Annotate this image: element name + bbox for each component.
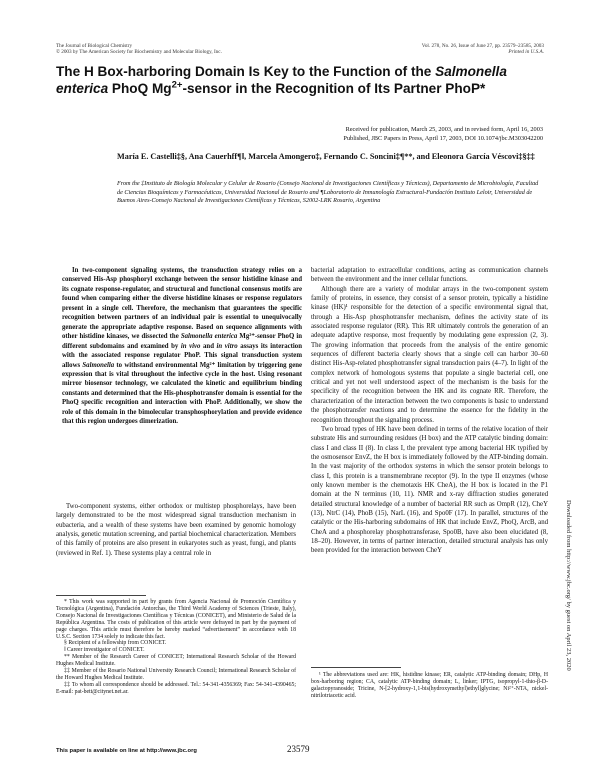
abstract-italic: Salmonella enterica xyxy=(180,333,238,341)
article-title xyxy=(56,64,556,97)
journal-name: The Journal of Biological Chemistry xyxy=(56,43,133,49)
abstract-text: Mg²⁺-sensor PhoQ in different subdomains and examined by xyxy=(62,333,303,350)
journal-header-right xyxy=(284,43,544,56)
abstract-italic: in vivo xyxy=(180,342,201,350)
abstract-italic: in vitro xyxy=(216,342,238,350)
footnote: ‖ Career investigator of CONICET. xyxy=(64,647,145,654)
footnote: ** Member of the Research Career of CONICET; International Research Scholar of the Howard Hughes Medical Institute. xyxy=(56,654,296,668)
author-list: María E. Castelli‡§, Ana Cauerhff¶‖, Marcela Amongero‡, Fernando C. Soncini‡¶**, and Eleonora García Véscovi‡§‡‡ xyxy=(117,152,535,161)
body-paragraph: Two-component systems, either orthodox or multistep phosphorelays, have been largely demonstrated to be the most widespread signal transduction mechanism in eubacteria, and a wealth of these systems have been examined by genomic homology analysis, genetic mutation screening, and partial biochemical characterization. Members of this family of proteins are also present in eukaryotes such as yeast, fungi, and plants (reviewed in Ref. 1). These systems play a central role in xyxy=(56,503,296,557)
publication-dates xyxy=(163,126,543,143)
abstract xyxy=(62,266,302,427)
body-paragraph: Two broad types of HK have been defined in terms of the relative location of their substrate His and surrounding residues (H box) and the ATP catalytic binding domain: class I and class II (8). In class I, the prevalent type among bacterial HK typified by the osmosensor EnvZ, the H box is immediately followed by the ATP-binding domain. In the vast majority of the orthodox systems in which the sensor protein belongs to class I, this protein is a transmembrane receptor (9). In the type II enzymes (whose only known member is the chemotaxis HK CheA), the H box is located in the P1 domain at the N terminus (10, 11). NMR and x-ray diffraction studies generated detailed structural knowledge of a number of bacterial RR such as OmpR (12), CheY (13), NtrC (14), PhoB (15), NarL (16), and Spo0F (17). In parallel, structures of the catalytic or the His-harboring subdomains of HK that include EnvZ, PhoQ, ArcB, and CheA and a phosphorelay phosphotransferase, Spo0B, have also been elucidated (8, 18–20). However, in terms of partner interaction, detailed structural analysis has only been provided for the interaction between CheY xyxy=(311,425,548,555)
footnotes-right xyxy=(311,672,548,700)
title-superscript: 2+ xyxy=(171,79,183,91)
title-species: Salmonella enterica xyxy=(56,64,507,96)
footnote: ‡‡ Member of the Rosario National University Research Council; International Research Scholar of the Howard Hughes Medical Institute. xyxy=(56,668,296,681)
abstract-text: and xyxy=(200,342,217,350)
download-watermark: Downloaded from http://www.jbc.org/ by guest on April 23, 2020 xyxy=(565,500,572,671)
footnotes-left xyxy=(56,599,296,696)
affiliation: From the ‡Instituto de Biología Molecular y Celular de Rosario (Consejo Nacional de Investigaciones Científicas y Técnicas), Departamento de Microbiología, Facultad de Ciencias Bioquímicas y Farmacéuticas, Universidad Nacional de Rosario and ¶Laboratorio de Inmunología Estructural-Fundación Instituto Leloir, Universidad de Buenos Aires-Consejo Nacional de Investigaciones Científicas y Técnicas, S2002-LRK Rosario, Argentina xyxy=(117,180,539,205)
abstract-italic: Salmonella xyxy=(82,361,115,369)
online-availability: This paper is available on line at http://www.jbc.org xyxy=(56,748,197,754)
abstract-text: In two-component signaling systems, the transduction strategy relies on a conserved His-Asp phosphoryl exchange between the sensor histidine kinase and its cognate response-regulator, and structural and functional consensus motifs are found when comparing either the diverse histidine kinases or response regulators present in a single cell. Therefore, the mechanism that guarantees the specific recognition between partners of an individual pair is essential to unequivocally generate the appropriate adaptive response. Based on sequence alignments with other histidine kinases, we dissected the xyxy=(62,267,302,341)
footnote: ‡‡ To whom all correspondence should be addressed. Tel.: 54-341-4356369; Fax: 54-341-4390465; E-mail: pat-bett@citynet.net.ar. xyxy=(56,681,296,695)
received-line: Received for publication, March 25, 2003, and in revised form, April 16, 2003 xyxy=(345,126,543,133)
volume-info: Vol. 278, No. 26, Issue of June 27, pp. 23579–23585, 2003 xyxy=(421,43,544,49)
published-line: Published, JBC Papers in Press, April 17, 2003, DOI 10.1074/jbc.M303042200 xyxy=(343,134,543,142)
abstract-text: to withstand environmental Mg²⁺ limitation by triggering gene expression that is vital throughout the infective cycle in the host. Using resonant mirror biosensor technology, we calculated the kinetic and equilibrium binding constants and determined that the His-phosphotransfer domain is essential for the PhoQ specific recognition and interaction with PhoP. Additionally, we show the role of this domain in the bimolecular transphosphorylation and provide evidence that this region undergoes dimerization. xyxy=(62,361,303,426)
footnote-divider xyxy=(311,667,401,668)
title-part: -sensor in the Recognition of Its Partner PhoP* xyxy=(182,80,486,96)
body-column-left xyxy=(56,502,296,558)
body-paragraph: bacterial adaptation to extracellular conditions, acting as communication channels between the environment and the inner cellular functions. xyxy=(311,267,548,284)
printed-in: Printed in U.S.A. xyxy=(508,49,544,56)
page-number: 23579 xyxy=(287,744,310,754)
body-column-right xyxy=(311,266,548,556)
footnote: * This work was supported in part by grants from Agencia Nacional de Promoción Científica y Tecnológica (Argentina), Fundación Antorchas, the Third World Academy of Sciences (Trieste, Italy), Consejo Nacional de Investigaciones Científicas y Técnicas (CONICET), and Ministerio de Salud de la República Argentina. The costs of publication of this article were defrayed in part by the payment of page charges. This article must therefore be hereby marked “advertisement” in accordance with 18 U.S.C. Section 1734 solely to indicate this fact. xyxy=(56,599,296,640)
body-paragraph: Although there are a variety of modular arrays in the two-component system family of proteins, in essence, they consist of a sensor protein, typically a histidine kinase (HK)¹ responsible for the detection of a specific environmental signal that, through a His-Asp phosphotransfer mechanism, defines the activity state of its associated response regulator (RR). This RR ultimately controls the generation of an adequate adaptive response, most frequently by modulating gene expression (2, 3). The growing information that proceeds from the analysis of the entire genomic sequences of different bacteria clearly shows that a single cell can harbor 30–60 distinct His-Asp-related phosphotransfer signal transduction pairs (4–7). In light of the complex network of homologous systems that populate a single bacterial cell, one critical and yet not well understood aspect of the mechanism is the basis for the specificity of the recognition between the HK and its cognate RR. Therefore, the characterization of the interaction between the two components is basic to understand the phosphotransfer reactions and to determine the essence for the fidelity in the recognition throughout the signaling process. xyxy=(311,285,548,424)
copyright-line: © 2003 by The American Society for Biochemistry and Molecular Biology, Inc. xyxy=(56,49,222,56)
title-part: The H Box-harboring Domain Is Key to the Function of the xyxy=(56,64,436,79)
footnote: ¹ The abbreviations used are: HK, histidine kinase; ER, catalytic ATP-binding domain; DHp, H box-harboring region; CA, catalytic ATP-binding domain; L, linker; IPTG, isopropyl-1-thio-β-D-galactopyranoside; Tricine, N-[2-hydroxy-1,1-bis(hydroxymethyl)ethyl]glycine; Ni²⁺-NTA, nickel-nitrilotriacetic acid. xyxy=(311,672,548,699)
title-part: PhoQ Mg xyxy=(108,80,172,96)
footnote: § Recipient of a fellowship from CONICET. xyxy=(64,640,167,647)
footnote-divider xyxy=(56,595,146,596)
abstract-text: assays its interaction with the associated response regulator PhoP. This signal transduction system allows xyxy=(62,342,302,369)
